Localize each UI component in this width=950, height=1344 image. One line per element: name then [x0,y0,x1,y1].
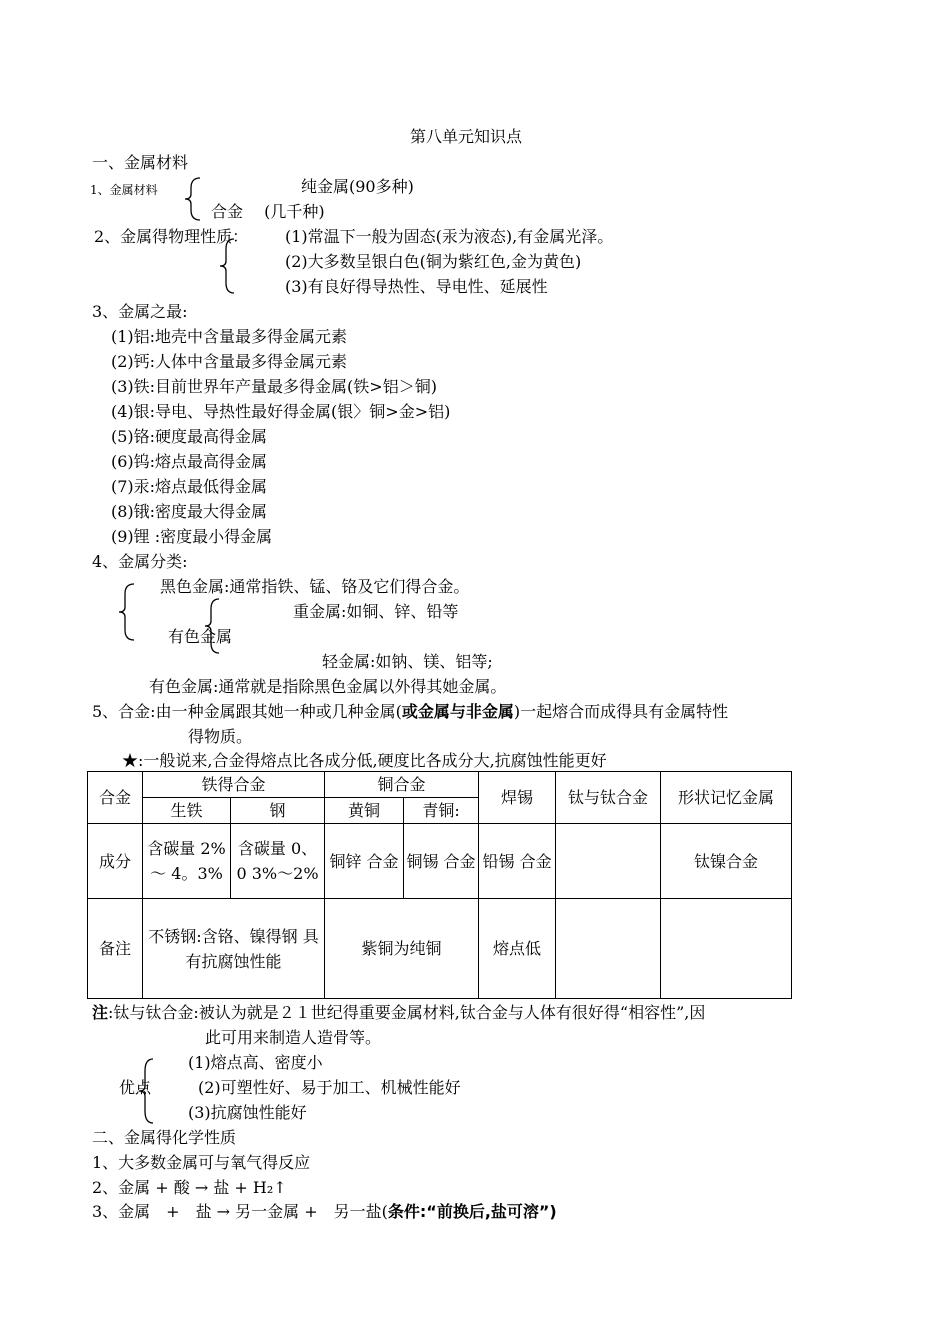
cell-pig-iron-comp: 含碳量 2%～ 4。3% [143,824,231,899]
th-solder: 焊锡 [479,772,556,824]
superlative-1: (1)铝:地壳中含量最多得金属元素 [111,327,348,346]
cell-shape-memory-note [661,899,792,999]
superlative-3: (3)铁:目前世界年产量最多得金属(铁>铝＞铜) [111,377,437,396]
superlative-6: (6)钨:熔点最高得金属 [111,452,268,471]
item-1-a: 纯金属(90多种) [301,177,414,196]
chem-1: 1、大多数金属可与氧气得反应 [92,1153,311,1172]
th-pig-iron: 生铁 [143,798,231,824]
chem-3-pre: 3、金属 + 盐 → 另一金属 + 另一盐( [92,1202,388,1221]
cell-titanium-note [556,899,661,999]
superlative-4: (4)银:导电、导热性最好得金属(银〉铜>金>铝) [111,402,451,421]
item-5-post: )一起熔合而成得具有金属特性 [513,702,729,721]
item-2-a: (1)常温下一般为固态(汞为液态),有金属光泽。 [285,227,614,246]
ti-note [92,1003,705,1023]
nonferrous-note: 有色金属:通常就是指除黑色金属以外得其她金属。 [149,677,507,696]
superlative-7: (7)汞:熔点最低得金属 [111,477,268,496]
cell-steel-comp: 含碳量 0、0 3%～2% [231,824,325,899]
cell-shape-memory-comp: 钛镍合金 [661,824,792,899]
th-copper-alloy: 铜合金 [325,772,479,798]
th-iron-alloy: 铁得合金 [143,772,325,798]
superlative-5: (5)铬:硬度最高得金属 [111,427,268,446]
nonferrous-label: 有色金属 [168,627,233,646]
ti-note-cont: 此可用来制造人造骨等。 [205,1028,382,1047]
chem-3-condition: 条件:“前换后,盐可溶”) [387,1202,557,1221]
cell-iron-note: 不锈钢:含铬、镍得钢 具有抗腐蚀性能 [143,899,325,999]
brace-2 [218,237,238,295]
adv-1: (1)熔点高、密度小 [188,1053,323,1072]
item-5-pre: 5、合金:由一种金属跟其她一种或几种金属( [92,702,402,721]
page-title: 第八单元知识点 [410,127,523,146]
row-composition-label: 成分 [88,824,143,899]
ti-note-bold: 注 [92,1003,109,1022]
cell-brass-comp: 铜锌 合金 [325,824,404,899]
item-4-label: 4、金属分类: [92,552,188,571]
chem-3 [92,1202,557,1222]
adv-3: (3)抗腐蚀性能好 [188,1103,307,1122]
th-shape-memory: 形状记忆金属 [661,772,792,824]
th-alloy: 合金 [88,772,143,824]
cell-copper-note: 紫铜为纯铜 [325,899,479,999]
item-2-c: (3)有良好得导热性、导电性、延展性 [285,277,548,296]
superlative-2: (2)钙:人体中含量最多得金属元素 [111,352,348,371]
item-5-text [92,702,728,722]
item-2-label: 2、金属得物理性质： [94,227,249,246]
section-1-heading: 一、金属材料 [92,153,189,172]
cell-solder-note: 熔点低 [479,899,556,999]
th-steel: 钢 [231,798,325,824]
adv-2: (2)可塑性好、易于加工、机械性能好 [198,1078,461,1097]
alloy-table [87,771,792,999]
light-metal: 轻金属:如钠、镁、铝等; [322,652,493,671]
row-note-label: 备注 [88,899,143,999]
cell-titanium-comp [556,824,661,899]
brace-4-outer [116,582,138,642]
superlative-9: (9)锂 :密度最小得金属 [111,527,273,546]
black-metal: 黑色金属:通常指铁、锰、铬及它们得合金。 [160,577,470,596]
brace-1 [182,176,204,222]
item-3-label: 3、金属之最: [92,302,188,321]
item-5-bold: 或金属与非金属 [401,702,514,721]
cell-solder-comp: 铅锡 合金 [479,824,556,899]
chem-2: 2、金属 + 酸 → 盐 + H₂↑ [92,1178,287,1197]
heavy-metal: 重金属:如铜、锌、铅等 [293,602,459,621]
th-titanium: 钛与钛合金 [556,772,661,824]
star-note: ★:一般说来,合金得熔点比各成分低,硬度比各成分大,抗腐蚀性能更好 [122,751,607,770]
item-5-cont: 得物质。 [188,727,253,746]
superlative-8: (8)锇:密度最大得金属 [111,502,268,521]
item-2-b: (2)大多数呈银白色(铜为紫红色,金为黄色) [285,252,582,271]
th-bronze: 青铜: [404,798,479,824]
item-1-label: 1、金属材料 [90,183,158,197]
section-2-heading: 二、金属得化学性质 [92,1128,237,1147]
adv-label: 优点 [119,1078,152,1097]
ti-note-text: :钛与钛合金:被认为就是２１世纪得重要金属材料,钛合金与人体有很好得“相容性”,因 [108,1003,706,1022]
item-1-b: 合金 (几千种) [211,202,325,221]
th-brass: 黄铜 [325,798,404,824]
cell-bronze-comp: 铜锡 合金 [404,824,479,899]
